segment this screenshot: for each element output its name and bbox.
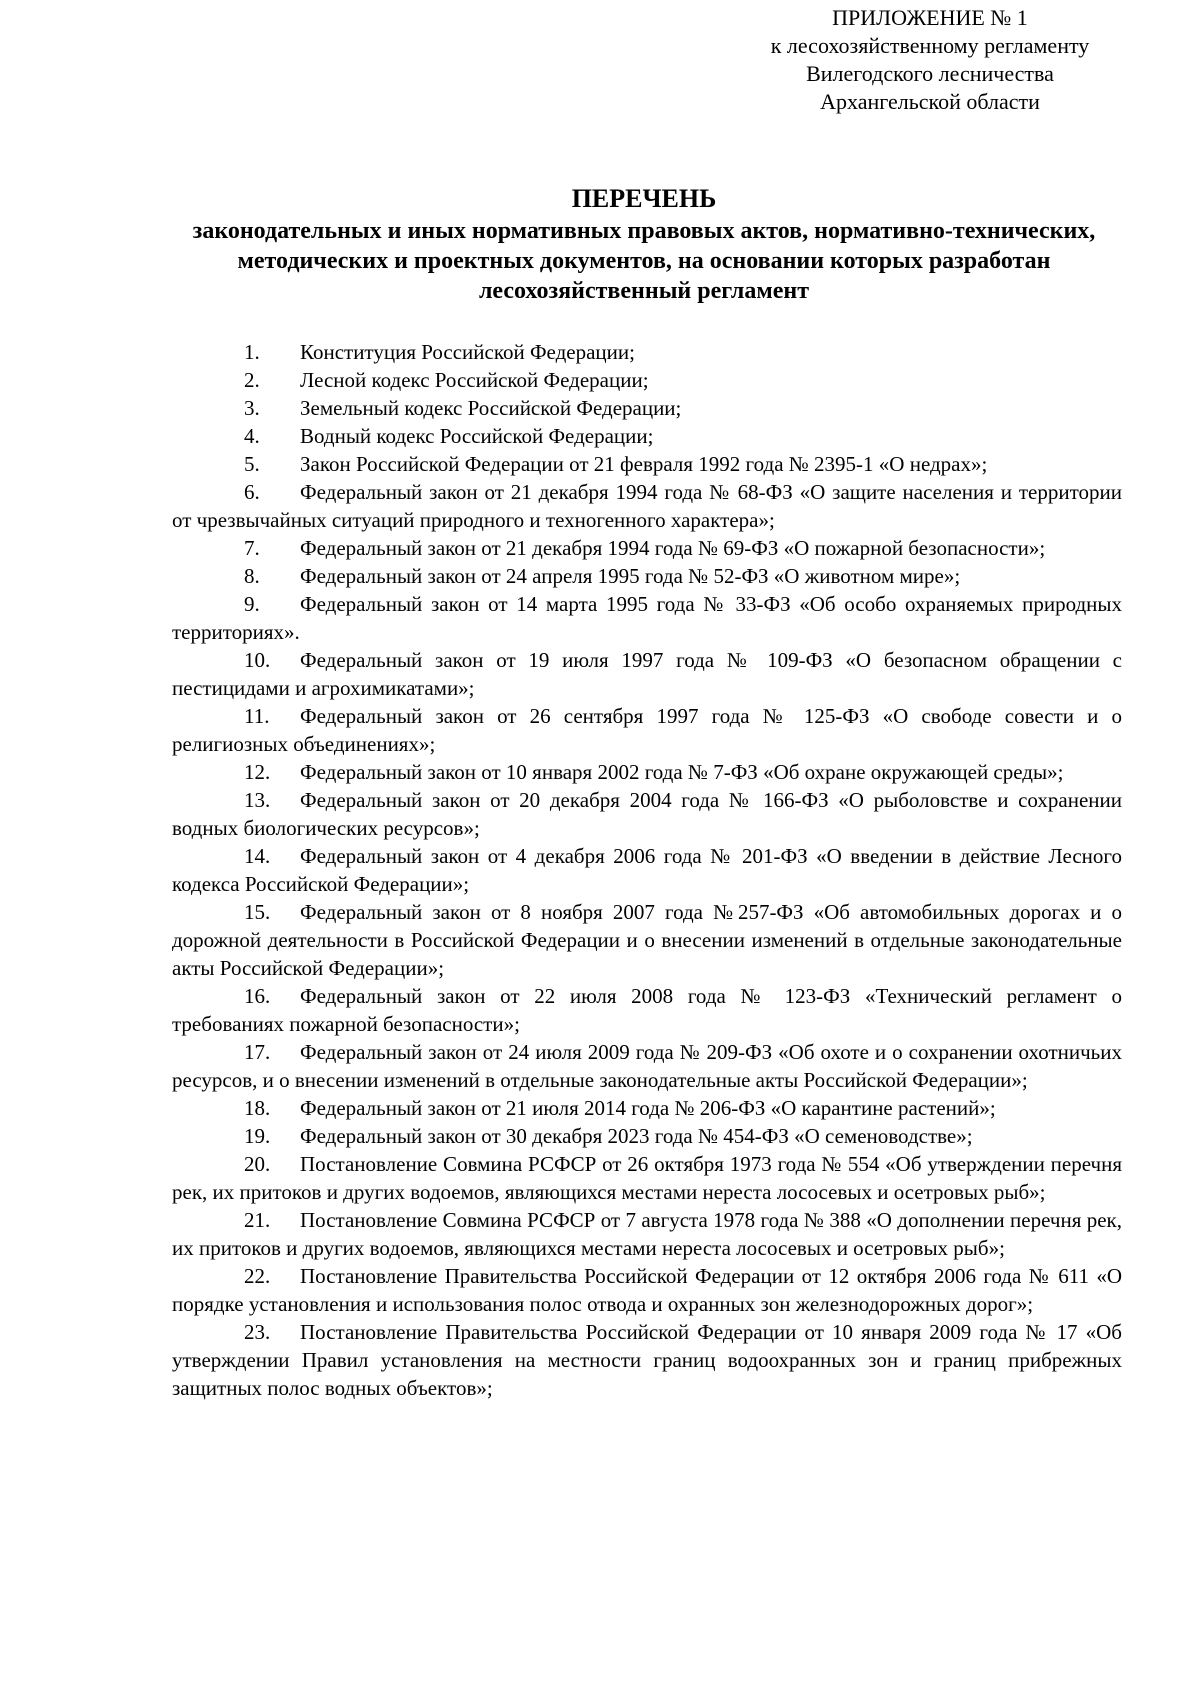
list-item	[172, 1150, 1122, 1206]
list-item-text: Федеральный закон от 24 июля 2009 года № 209-ФЗ «Об охоте и о сохранении охотничьих ресурсов, и о внесении изменений в отдельные законодательные акты Российской Федерации»;	[172, 1040, 1122, 1092]
list-item-number: 14.	[244, 844, 271, 868]
list-item	[172, 534, 1122, 562]
list-item-number: 4.	[244, 424, 260, 448]
list-item-text: Федеральный закон от 22 июля 2008 года № 123-ФЗ «Технический регламент о требованиях пожарной безопасности»;	[172, 984, 1122, 1036]
list-item	[172, 338, 1122, 366]
list-item-number: 22.	[244, 1264, 271, 1288]
list-item-number: 2.	[244, 368, 260, 392]
document-list	[172, 338, 1122, 1402]
list-item-number: 8.	[244, 564, 260, 588]
list-item-number: 3.	[244, 396, 260, 420]
list-item-text: Закон Российской Федерации от 21 февраля 1992 года № 2395-1 «О недрах»;	[300, 452, 988, 476]
list-item-text: Федеральный закон от 21 декабря 1994 года № 68-ФЗ «О защите населения и территории от чрезвычайных ситуаций природного и техногенного характера»;	[172, 480, 1122, 532]
list-item-number: 10.	[244, 648, 271, 672]
list-item	[172, 422, 1122, 450]
list-item-text: Федеральный закон от 26 сентября 1997 года № 125-ФЗ «О свободе совести и о религиозных объединениях»;	[172, 704, 1122, 756]
list-item-text: Федеральный закон от 30 декабря 2023 года № 454-ФЗ «О семеноводстве»;	[300, 1124, 973, 1148]
list-item	[172, 394, 1122, 422]
list-item-number: 7.	[244, 536, 260, 560]
appendix-region: Архангельской области	[820, 89, 1040, 114]
list-item-text: Федеральный закон от 20 декабря 2004 года № 166-ФЗ «О рыболовстве и сохранении водных биологических ресурсов»;	[172, 788, 1122, 840]
list-item	[172, 1122, 1122, 1150]
list-item-text: Федеральный закон от 14 марта 1995 года № 33-ФЗ «Об особо охраняемых природных территориях».	[172, 592, 1122, 644]
list-item-text: Конституция Российской Федерации;	[300, 340, 635, 364]
list-item	[172, 842, 1122, 898]
list-item-text: Постановление Совмина РСФСР от 26 октября 1973 года № 554 «Об утверждении перечня рек, их притоков и других водоемов, являющихся местами нереста лососевых и осетровых рыб»;	[172, 1152, 1122, 1204]
list-item-number: 1.	[244, 340, 260, 364]
list-item	[172, 366, 1122, 394]
list-item-number: 18.	[244, 1096, 271, 1120]
list-item-text: Постановление Правительства Российской Федерации от 10 января 2009 года № 17 «Об утверждении Правил установления на местности границ водоохранных зон и границ прибрежных защитных полос водных объектов»;	[172, 1320, 1122, 1400]
list-item	[172, 590, 1122, 646]
list-item	[172, 1094, 1122, 1122]
list-item-text: Федеральный закон от 8 ноября 2007 года №257-ФЗ «Об автомобильных дорогах и о дорожной деятельности в Российской Федерации и о внесении изменений в отдельные законодательные акты Российской Федерации»;	[172, 900, 1122, 980]
list-item-number: 6.	[244, 480, 260, 504]
list-item	[172, 646, 1122, 702]
list-item	[172, 898, 1122, 982]
list-item-number: 12.	[244, 760, 271, 784]
list-item-text: Земельный кодекс Российской Федерации;	[300, 396, 682, 420]
list-item	[172, 786, 1122, 842]
list-item-number: 11.	[244, 704, 270, 728]
list-item-number: 9.	[244, 592, 260, 616]
appendix-forestry: Вилегодского лесничества	[806, 61, 1054, 86]
list-item-text: Федеральный закон от 21 июля 2014 года № 206-ФЗ «О карантине растений»;	[300, 1096, 996, 1120]
list-item-text: Федеральный закон от 21 декабря 1994 года № 69-ФЗ «О пожарной безопасности»;	[300, 536, 1046, 560]
list-item-text: Федеральный закон от 19 июля 1997 года № 109-ФЗ «О безопасном обращении с пестицидами и агрохимикатами»;	[172, 648, 1122, 700]
list-item-number: 5.	[244, 452, 260, 476]
list-item-text: Федеральный закон от 10 января 2002 года № 7-ФЗ «Об охране окружающей среды»;	[300, 760, 1064, 784]
appendix-header	[730, 4, 1130, 116]
list-item-number: 17.	[244, 1040, 271, 1064]
list-item	[172, 758, 1122, 786]
list-item-text: Постановление Совмина РСФСР от 7 августа 1978 года № 388 «О дополнении перечня рек, их притоков и других водоемов, являющихся местами нереста лососевых и осетровых рыб»;	[172, 1208, 1122, 1260]
list-item	[172, 1318, 1122, 1402]
list-item-number: 15.	[244, 900, 271, 924]
list-item-number: 20.	[244, 1152, 271, 1176]
list-item	[172, 1206, 1122, 1262]
title-main: ПЕРЕЧЕНЬ	[571, 184, 717, 213]
list-item	[172, 1262, 1122, 1318]
list-item	[172, 702, 1122, 758]
list-item-number: 23.	[244, 1320, 271, 1344]
list-item	[172, 450, 1122, 478]
list-item	[172, 562, 1122, 590]
document-title	[160, 184, 1128, 306]
appendix-reference: к лесохозяйственному регламенту	[770, 33, 1090, 58]
list-item-text: Федеральный закон от 24 апреля 1995 года № 52-ФЗ «О животном мире»;	[300, 564, 961, 588]
list-item	[172, 478, 1122, 534]
list-item-number: 13.	[244, 788, 271, 812]
appendix-number: ПРИЛОЖЕНИЕ № 1	[832, 5, 1028, 30]
list-item-number: 19.	[244, 1124, 271, 1148]
list-item-number: 16.	[244, 984, 271, 1008]
list-item-text: Лесной кодекс Российской Федерации;	[300, 368, 649, 392]
list-item-text: Водный кодекс Российской Федерации;	[300, 424, 654, 448]
list-item	[172, 982, 1122, 1038]
list-item	[172, 1038, 1122, 1094]
title-subtitle: законодательных и иных нормативных правовых актов, нормативно-технических, методических и проектных документов, на основании которых разработан лесохозяйственный регламент	[192, 218, 1096, 304]
list-item-text: Постановление Правительства Российской Федерации от 12 октября 2006 года № 611 «О порядке установления и использования полос отвода и охранных зон железнодорожных дорог»;	[172, 1264, 1122, 1316]
list-item-text: Федеральный закон от 4 декабря 2006 года № 201-ФЗ «О введении в действие Лесного кодекса Российской Федерации»;	[172, 844, 1122, 896]
list-item-number: 21.	[244, 1208, 271, 1232]
